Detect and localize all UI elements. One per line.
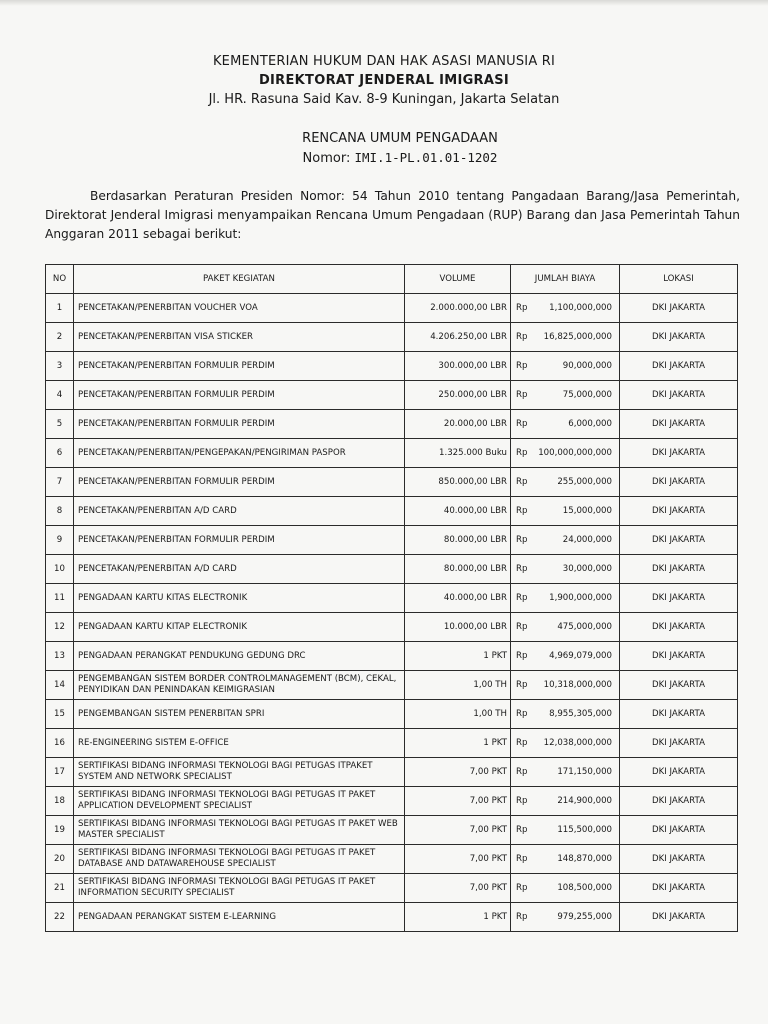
cell-biaya	[511, 671, 620, 700]
biaya-wrapper	[515, 738, 615, 749]
currency-label: Rp	[516, 621, 528, 632]
cell-no: 19	[46, 816, 74, 845]
procurement-table	[45, 264, 738, 932]
document-title-block	[0, 129, 768, 168]
cell-biaya	[511, 700, 620, 729]
currency-label: Rp	[516, 708, 528, 719]
biaya-amount: 255,000,000	[557, 476, 612, 487]
table-row	[46, 526, 738, 555]
currency-label: Rp	[516, 853, 528, 864]
biaya-amount: 979,255,000	[557, 911, 612, 922]
currency-label: Rp	[516, 505, 528, 516]
table-row	[46, 294, 738, 323]
biaya-wrapper	[515, 593, 615, 604]
document-number-value: IMI.1-PL.01.01-1202	[354, 150, 498, 165]
cell-no: 5	[46, 410, 74, 439]
biaya-amount: 30,000,000	[562, 563, 612, 574]
cell-volume: 40.000,00 LBR	[405, 584, 511, 613]
currency-label: Rp	[516, 360, 528, 371]
cell-biaya	[511, 584, 620, 613]
currency-label: Rp	[516, 737, 528, 748]
cell-paket: PENGADAAN KARTU KITAS ELECTRONIK	[74, 584, 405, 613]
cell-paket: SERTIFIKASI BIDANG INFORMASI TEKNOLOGI BAGI PETUGAS IT PAKET DATABASE AND DATAWAREHOUSE SPECIALIST	[74, 845, 405, 874]
cell-biaya	[511, 439, 620, 468]
cell-no: 7	[46, 468, 74, 497]
currency-label: Rp	[516, 824, 528, 835]
table-row	[46, 613, 738, 642]
cell-lokasi: DKI JAKARTA	[620, 381, 738, 410]
table-row	[46, 671, 738, 700]
biaya-amount: 108,500,000	[557, 882, 612, 893]
cell-volume: 80.000,00 LBR	[405, 555, 511, 584]
cell-no: 10	[46, 555, 74, 584]
table-row	[46, 352, 738, 381]
cell-biaya	[511, 845, 620, 874]
cell-volume: 40.000,00 LBR	[405, 497, 511, 526]
cell-paket: SERTIFIKASI BIDANG INFORMASI TEKNOLOGI BAGI PETUGAS IT PAKET WEB MASTER SPECIALIST	[74, 816, 405, 845]
cell-biaya	[511, 729, 620, 758]
cell-biaya	[511, 903, 620, 932]
table-row	[46, 729, 738, 758]
cell-no: 17	[46, 758, 74, 787]
biaya-wrapper	[515, 332, 615, 343]
cell-paket: SERTIFIKASI BIDANG INFORMASI TEKNOLOGI BAGI PETUGAS IT PAKET INFORMATION SECURITY SPECIALIST	[74, 874, 405, 903]
cell-no: 18	[46, 787, 74, 816]
table-row	[46, 555, 738, 584]
biaya-amount: 8,955,305,000	[549, 708, 612, 719]
cell-paket: SERTIFIKASI BIDANG INFORMASI TEKNOLOGI BAGI PETUGAS IT PAKET APPLICATION DEVELOPMENT SPECIALIST	[74, 787, 405, 816]
currency-label: Rp	[516, 476, 528, 487]
cell-paket: PENCETAKAN/PENERBITAN A/D CARD	[74, 497, 405, 526]
table-row	[46, 323, 738, 352]
page-edge	[0, 0, 768, 6]
cell-no: 4	[46, 381, 74, 410]
cell-lokasi: DKI JAKARTA	[620, 323, 738, 352]
cell-biaya	[511, 758, 620, 787]
cell-paket: PENGADAAN PERANGKAT PENDUKUNG GEDUNG DRC	[74, 642, 405, 671]
cell-volume: 7,00 PKT	[405, 787, 511, 816]
currency-label: Rp	[516, 447, 528, 458]
cell-paket: RE-ENGINEERING SISTEM E-OFFICE	[74, 729, 405, 758]
biaya-wrapper	[515, 361, 615, 372]
cell-no: 13	[46, 642, 74, 671]
biaya-wrapper	[515, 680, 615, 691]
cell-no: 11	[46, 584, 74, 613]
biaya-amount: 148,870,000	[557, 853, 612, 864]
cell-volume: 10.000,00 LBR	[405, 613, 511, 642]
cell-no: 12	[46, 613, 74, 642]
biaya-amount: 15,000,000	[562, 505, 612, 516]
biaya-wrapper	[515, 390, 615, 401]
cell-lokasi: DKI JAKARTA	[620, 787, 738, 816]
table-row	[46, 845, 738, 874]
cell-lokasi: DKI JAKARTA	[620, 671, 738, 700]
biaya-wrapper	[515, 303, 615, 314]
biaya-amount: 100,000,000,000	[538, 447, 612, 458]
cell-volume: 1,00 TH	[405, 671, 511, 700]
cell-lokasi: DKI JAKARTA	[620, 497, 738, 526]
cell-no: 2	[46, 323, 74, 352]
biaya-wrapper	[515, 825, 615, 836]
cell-biaya	[511, 874, 620, 903]
cell-volume: 20.000,00 LBR	[405, 410, 511, 439]
cell-paket: PENCETAKAN/PENERBITAN/PENGEPAKAN/PENGIRIMAN PASPOR	[74, 439, 405, 468]
cell-biaya	[511, 294, 620, 323]
cell-lokasi: DKI JAKARTA	[620, 439, 738, 468]
cell-biaya	[511, 816, 620, 845]
table-row	[46, 497, 738, 526]
currency-label: Rp	[516, 650, 528, 661]
currency-label: Rp	[516, 418, 528, 429]
cell-volume: 1.325.000 Buku	[405, 439, 511, 468]
cell-biaya	[511, 410, 620, 439]
currency-label: Rp	[516, 882, 528, 893]
cell-no: 14	[46, 671, 74, 700]
biaya-wrapper	[515, 651, 615, 662]
biaya-amount: 10,318,000,000	[543, 679, 612, 690]
cell-paket: PENCETAKAN/PENERBITAN A/D CARD	[74, 555, 405, 584]
cell-lokasi: DKI JAKARTA	[620, 758, 738, 787]
cell-paket: PENGADAAN PERANGKAT SISTEM E-LEARNING	[74, 903, 405, 932]
cell-paket: PENCETAKAN/PENERBITAN FORMULIR PERDIM	[74, 352, 405, 381]
biaya-wrapper	[515, 854, 615, 865]
cell-no: 20	[46, 845, 74, 874]
ministry-name: KEMENTERIAN HUKUM DAN HAK ASASI MANUSIA RI	[212, 54, 556, 69]
biaya-wrapper	[515, 796, 615, 807]
cell-paket: PENCETAKAN/PENERBITAN FORMULIR PERDIM	[74, 526, 405, 555]
cell-volume: 80.000,00 LBR	[405, 526, 511, 555]
office-address: Jl. HR. Rasuna Said Kav. 8-9 Kuningan, Jakarta Selatan	[208, 92, 560, 107]
cell-biaya	[511, 497, 620, 526]
cell-volume: 7,00 PKT	[405, 874, 511, 903]
biaya-wrapper	[515, 564, 615, 575]
cell-no: 21	[46, 874, 74, 903]
cell-no: 1	[46, 294, 74, 323]
cell-volume: 850.000,00 LBR	[405, 468, 511, 497]
document-number-label: Nomor:	[302, 151, 351, 166]
cell-lokasi: DKI JAKARTA	[620, 584, 738, 613]
table-row	[46, 381, 738, 410]
cell-biaya	[511, 323, 620, 352]
table-row	[46, 642, 738, 671]
cell-volume: 7,00 PKT	[405, 758, 511, 787]
cell-paket: SERTIFIKASI BIDANG INFORMASI TEKNOLOGI BAGI PETUGAS ITPAKET SYSTEM AND NETWORK SPECIALIST	[74, 758, 405, 787]
table-header-row	[46, 265, 738, 294]
biaya-amount: 475,000,000	[557, 621, 612, 632]
cell-lokasi: DKI JAKARTA	[620, 903, 738, 932]
cell-no: 16	[46, 729, 74, 758]
table-row	[46, 410, 738, 439]
column-header-biaya: JUMLAH BIAYA	[511, 265, 620, 294]
biaya-wrapper	[515, 767, 615, 778]
cell-no: 9	[46, 526, 74, 555]
cell-lokasi: DKI JAKARTA	[620, 845, 738, 874]
biaya-amount: 1,900,000,000	[549, 592, 612, 603]
table-row	[46, 903, 738, 932]
biaya-wrapper	[515, 477, 615, 488]
cell-biaya	[511, 642, 620, 671]
currency-label: Rp	[516, 592, 528, 603]
cell-lokasi: DKI JAKARTA	[620, 874, 738, 903]
cell-volume: 300.000,00 LBR	[405, 352, 511, 381]
biaya-amount: 90,000,000	[562, 360, 612, 371]
cell-volume: 1 PKT	[405, 729, 511, 758]
cell-paket: PENCETAKAN/PENERBITAN FORMULIR PERDIM	[74, 468, 405, 497]
column-header-volume: VOLUME	[405, 265, 511, 294]
biaya-amount: 171,150,000	[557, 766, 612, 777]
cell-lokasi: DKI JAKARTA	[620, 700, 738, 729]
cell-volume: 7,00 PKT	[405, 845, 511, 874]
cell-no: 22	[46, 903, 74, 932]
cell-paket: PENCETAKAN/PENERBITAN VISA STICKER	[74, 323, 405, 352]
currency-label: Rp	[516, 302, 528, 313]
currency-label: Rp	[516, 766, 528, 777]
table-row	[46, 584, 738, 613]
currency-label: Rp	[516, 389, 528, 400]
column-header-lokasi: LOKASI	[620, 265, 738, 294]
cell-volume: 1 PKT	[405, 642, 511, 671]
biaya-amount: 12,038,000,000	[543, 737, 612, 748]
biaya-wrapper	[515, 535, 615, 546]
currency-label: Rp	[516, 331, 528, 342]
biaya-amount: 4,969,079,000	[549, 650, 612, 661]
cell-volume: 250.000,00 LBR	[405, 381, 511, 410]
biaya-wrapper	[515, 506, 615, 517]
cell-lokasi: DKI JAKARTA	[620, 642, 738, 671]
directorate-name: DIREKTORAT JENDERAL IMIGRASI	[258, 73, 510, 88]
cell-lokasi: DKI JAKARTA	[620, 410, 738, 439]
biaya-wrapper	[515, 419, 615, 430]
column-header-paket: PAKET KEGIATAN	[74, 265, 405, 294]
table-row	[46, 787, 738, 816]
currency-label: Rp	[516, 795, 528, 806]
cell-no: 15	[46, 700, 74, 729]
table-row	[46, 700, 738, 729]
biaya-wrapper	[515, 912, 615, 923]
biaya-amount: 6,000,000	[568, 418, 612, 429]
biaya-wrapper	[515, 709, 615, 720]
biaya-amount: 115,500,000	[557, 824, 612, 835]
currency-label: Rp	[516, 563, 528, 574]
cell-paket: PENCETAKAN/PENERBITAN FORMULIR PERDIM	[74, 410, 405, 439]
cell-lokasi: DKI JAKARTA	[620, 613, 738, 642]
cell-lokasi: DKI JAKARTA	[620, 555, 738, 584]
biaya-amount: 75,000,000	[562, 389, 612, 400]
table-row	[46, 758, 738, 787]
cell-lokasi: DKI JAKARTA	[620, 816, 738, 845]
cell-lokasi: DKI JAKARTA	[620, 294, 738, 323]
cell-paket: PENGEMBANGAN SISTEM BORDER CONTROLMANAGEMENT (BCM), CEKAL, PENYIDIKAN DAN PENINDAKAN KEIMIGRASIAN	[74, 671, 405, 700]
document-number	[0, 148, 768, 168]
cell-volume: 1,00 TH	[405, 700, 511, 729]
currency-label: Rp	[516, 534, 528, 545]
letterhead	[0, 52, 768, 109]
biaya-amount: 16,825,000,000	[543, 331, 612, 342]
cell-biaya	[511, 468, 620, 497]
column-header-no: NO	[46, 265, 74, 294]
cell-no: 6	[46, 439, 74, 468]
cell-lokasi: DKI JAKARTA	[620, 729, 738, 758]
cell-biaya	[511, 555, 620, 584]
currency-label: Rp	[516, 679, 528, 690]
table-body	[46, 294, 738, 932]
biaya-wrapper	[515, 883, 615, 894]
biaya-amount: 214,900,000	[557, 795, 612, 806]
biaya-amount: 1,100,000,000	[549, 302, 612, 313]
table-row	[46, 874, 738, 903]
cell-no: 8	[46, 497, 74, 526]
table-row	[46, 468, 738, 497]
cell-no: 3	[46, 352, 74, 381]
cell-paket: PENCETAKAN/PENERBITAN FORMULIR PERDIM	[74, 381, 405, 410]
cell-paket: PENCETAKAN/PENERBITAN VOUCHER VOA	[74, 294, 405, 323]
cell-biaya	[511, 613, 620, 642]
intro-paragraph: Berdasarkan Peraturan Presiden Nomor: 54 Tahun 2010 tentang Pangadaan Barang/Jasa Pemerintah, Direktorat Jenderal Imigrasi menyampaikan Rencana Umum Pengadaan (RUP) Barang dan Jasa Pemerintah Tahun Anggaran 2011 sebagai berikut:	[45, 189, 740, 241]
currency-label: Rp	[516, 911, 528, 922]
biaya-wrapper	[515, 622, 615, 633]
table-row	[46, 439, 738, 468]
cell-volume: 7,00 PKT	[405, 816, 511, 845]
cell-volume: 2.000.000,00 LBR	[405, 294, 511, 323]
biaya-amount: 24,000,000	[562, 534, 612, 545]
biaya-wrapper	[515, 448, 615, 459]
cell-biaya	[511, 787, 620, 816]
cell-lokasi: DKI JAKARTA	[620, 526, 738, 555]
cell-paket: PENGADAAN KARTU KITAP ELECTRONIK	[74, 613, 405, 642]
cell-volume: 4.206.250,00 LBR	[405, 323, 511, 352]
cell-lokasi: DKI JAKARTA	[620, 468, 738, 497]
cell-paket: PENGEMBANGAN SISTEM PENERBITAN SPRI	[74, 700, 405, 729]
table-row	[46, 816, 738, 845]
cell-biaya	[511, 381, 620, 410]
cell-lokasi: DKI JAKARTA	[620, 352, 738, 381]
cell-biaya	[511, 526, 620, 555]
cell-volume: 1 PKT	[405, 903, 511, 932]
document-title: RENCANA UMUM PENGADAAN	[302, 131, 498, 146]
cell-biaya	[511, 352, 620, 381]
